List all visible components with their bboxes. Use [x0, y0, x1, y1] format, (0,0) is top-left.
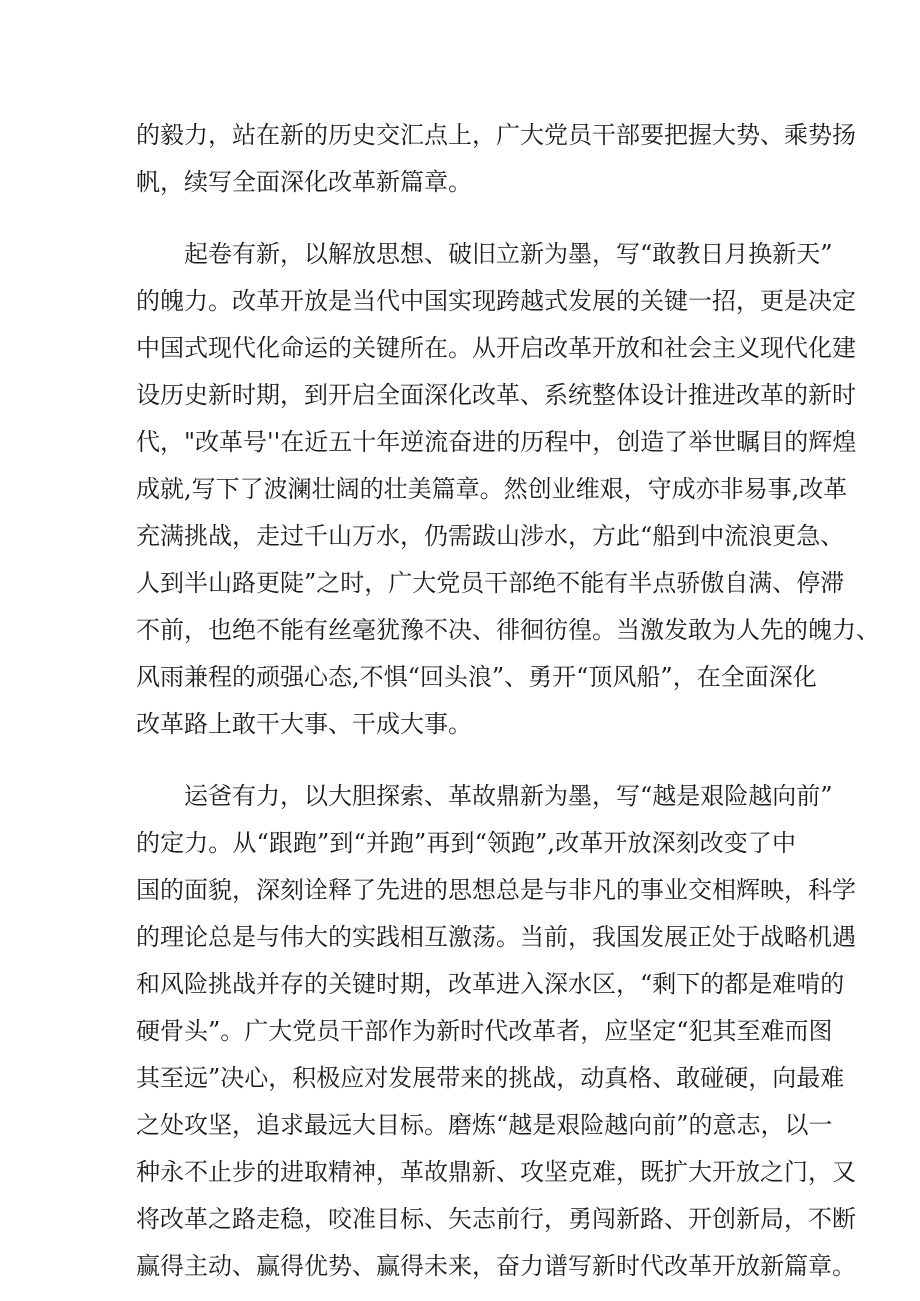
article-body: [136, 112, 880, 1290]
paragraph-line: 的理论总是与伟大的实践相互激荡。当前，我国发展正处于战略机遇: [136, 923, 856, 951]
paragraph-line: 设历史新时期，到开启全面深化改革、系统整体设计推进改革的新时: [136, 381, 856, 409]
paragraph-line: 人到半山路更陡”之时，广大党员干部绝不能有半点骄傲自满、停滞: [136, 569, 845, 597]
paragraph-1: [136, 112, 856, 206]
paragraph-line: 帆，续写全面深化改革新篇章。: [136, 168, 472, 196]
paragraph-line: 风雨兼程的顽强心态,不惧“回头浪”、勇开“顶风船”，在全面深化: [136, 663, 817, 691]
paragraph-line: 的定力。从“跟跑”到“并跑”再到“领跑”,改革开放深刻改变了中: [136, 829, 796, 857]
paragraph-line: 的魄力。改革开放是当代中国实现跨越式发展的关键一招，更是决定: [136, 287, 856, 315]
paragraph-line: 改革路上敢干大事、干成大事。: [136, 710, 472, 738]
paragraph-3: [136, 773, 856, 1290]
paragraph-line: 成就,写下了波澜壮阔的壮美篇章。然创业维艰，守成亦非易事,改革: [136, 475, 848, 503]
paragraph-line: 硬骨头”。广大党员干部作为新时代改革者，应坚定“犯其至难而图: [136, 1017, 833, 1045]
paragraph-line: 之处攻坚，追求最远大目标。磨炼“越是艰险越向前”的意志，以一: [136, 1111, 833, 1139]
paragraph-line: 的毅力，站在新的历史交汇点上，广大党员干部要把握大势、乘势扬: [136, 121, 856, 149]
paragraph-line: 中国式现代化命运的关键所在。从开启改革开放和社会主义现代化建: [136, 334, 856, 362]
paragraph-line: 种永不止步的进取精神，革故鼎新、攻坚克难，既扩大开放之门，又: [136, 1158, 856, 1186]
paragraph-line: 其至远”决心，积极应对发展带来的挑战，动真格、敢碰硬，向最难: [136, 1064, 845, 1092]
paragraph-line: 起卷有新，以解放思想、破旧立新为墨，写“敢教日月换新天”: [184, 240, 833, 268]
paragraph-line: 赢得主动、赢得优势、赢得未来，奋力谱写新时代改革开放新篇章。: [136, 1252, 856, 1280]
paragraph-2: [136, 231, 880, 748]
paragraph-line: 国的面貌，深刻诠释了先进的思想总是与非凡的事业交相辉映，科学: [136, 876, 856, 904]
paragraph-line: 代，"改革号''在近五十年逆流奋进的历程中，创造了举世瞩目的辉煌: [136, 428, 857, 456]
paragraph-line: 运爸有力，以大胆探索、革故鼎新为墨，写“越是艰险越向前”: [184, 782, 833, 810]
paragraph-line: 和风险挑战并存的关键时期，改革进入深水区，“剩下的都是难啃的: [136, 970, 845, 998]
paragraph-line: 不前，也绝不能有丝毫犹豫不决、徘徊彷徨。当激发敢为人先的魄力、: [136, 616, 880, 644]
paragraph-line: 充满挑战，走过千山万水，仍需跋山涉水，方此“船到中流浪更急、: [136, 522, 845, 550]
paragraph-line: 将改革之路走稳，咬准目标、矢志前行，勇闯新路、开创新局，不断: [136, 1205, 856, 1233]
